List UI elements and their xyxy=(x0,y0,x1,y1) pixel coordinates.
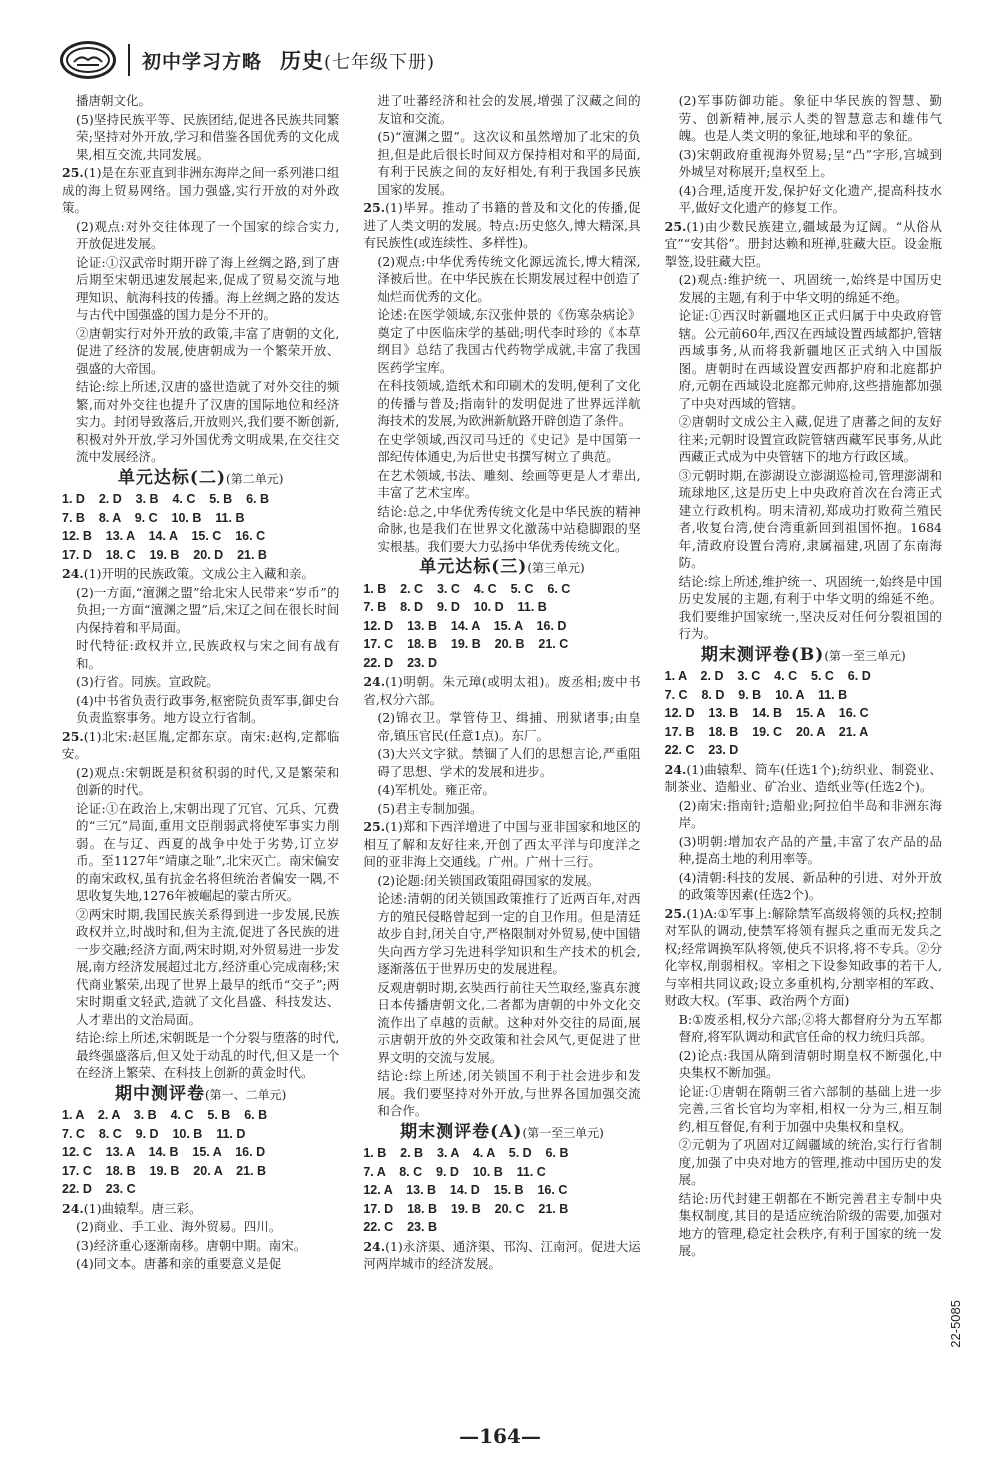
answer-text: (4)清朝:科技的发展、新品种的引进、对外开放的政策等因素(任选2个)。 xyxy=(678,869,942,902)
question-number: 24. xyxy=(62,1200,84,1216)
answer-paragraph xyxy=(363,467,640,502)
answer-key-row: 12. B 13. A 14. A 15. C 16. C xyxy=(62,529,266,543)
answer-paragraph xyxy=(665,467,942,572)
answer-paragraph xyxy=(363,199,640,252)
answer-text: ②唐朝实行对外开放的政策,丰富了唐朝的文化,促进了经济的发展,使唐朝成为一个繁荣开放、强盛的大帝国。 xyxy=(76,325,340,376)
answer-text: 结论:总之,中华优秀传统文化是中华民族的精神命脉,也是我们在世界文化激荡中站稳脚跟的坚实根基。我们要大力弘扬中华优秀传统文化。 xyxy=(377,503,641,554)
answer-paragraph xyxy=(62,1255,339,1273)
answer-text: (2)论题:闭关锁国政策阻碍国家的发展。 xyxy=(377,872,600,888)
answer-paragraph xyxy=(62,254,339,324)
answer-text: (4)军机处。雍正帝。 xyxy=(377,782,496,797)
answer-paragraph xyxy=(665,1011,942,1046)
answer-key-row: 12. D 13. B 14. B 15. A 16. C xyxy=(664,706,869,720)
answer-text: (2)锦衣卫。掌管侍卫、缉捕、刑狱诸事;由皇帝,镇压官民(任意1点)。东厂。 xyxy=(377,710,641,743)
answer-text: (1)曲辕犁、筒车(任选1个);纺织业、制瓷业、制茶业、造船业、矿冶业、造纸业等(任选2个)。 xyxy=(664,761,942,794)
answer-text: (2)观点:维护统一、巩固统一,始终是中国历史发展的主题,有利于中华文明的绵延不绝。 xyxy=(678,272,942,305)
answer-text: 反观唐朝时期,玄奘西行前往天竺取经,鉴真东渡日本传播唐朝文化,二者都为唐朝的中外文化交流作出了卓越的贡献。这种对外交往的局面,展示唐朝开放的外交政策和社会风气,更促进了世界文明的交流与发展。 xyxy=(377,979,641,1065)
answer-text: (2)观点:中华优秀传统文化源远流长,博大精深,泽被后世。在中华民族在长期发展过程中创造了灿烂而优秀的文化。 xyxy=(377,253,641,304)
answer-key-row: 7. A 8. C 9. D 10. B 11. C xyxy=(363,1164,546,1179)
answer-paragraph xyxy=(665,271,942,306)
book-seal-icon xyxy=(60,41,116,79)
answer-paragraph xyxy=(62,728,339,763)
question-number: 24. xyxy=(62,566,84,581)
section-heading xyxy=(62,467,339,489)
answer-key-row: 17. B 18. B 19. C 20. A 21. A xyxy=(664,724,869,739)
answer-text: (4)中书省负责行政事务,枢密院负责军事,御史台负责监察事务。地方设立行省制。 xyxy=(76,692,340,725)
answer-text: (5)“澶渊之盟”。这次议和虽然增加了北宋的负担,但是此后很长时间双方保持相对和平的局面,有利于民族之间的友好相处,有利于我国多民族国家的发展。 xyxy=(377,129,641,197)
answer-paragraph xyxy=(665,307,942,412)
answer-paragraph xyxy=(665,92,942,145)
answer-text: (1)毕昇。推动了书籍的普及和文化的传播,促进了人类文明的发展。特点:历史悠久,博大精深,具有民族性(或连续性、多样性)。 xyxy=(363,200,641,250)
answer-paragraph xyxy=(363,377,640,430)
answer-text: 结论:综上所述,维护统一、巩固统一,始终是中国历史发展的主题,有利于中华文明的绵延不绝。我们要维护国家统一,坚决反对任何分裂祖国的行为。 xyxy=(678,573,942,641)
answer-key-row: 17. C 18. B 19. B 20. B 21. C xyxy=(363,637,569,651)
answer-paragraph xyxy=(363,673,640,708)
answer-paragraph xyxy=(62,673,339,691)
section-title: 期中测评卷 xyxy=(114,1083,205,1104)
column-left xyxy=(62,92,339,1412)
answer-text: 结论:历代封建王朝都在不断完善君主专制中央集权制度,其目的是适应统治阶级的需要,加强对地方的管理,稳定社会秩序,有利于国家的统一发展。 xyxy=(678,1190,942,1258)
book-title xyxy=(142,45,435,75)
answer-key-row: 22. C 23. D xyxy=(664,743,739,757)
answer-text: (3)宋朝政府重视海外贸易;呈“凸”字形,宫城到外城呈对称展开;皇权至上。 xyxy=(678,146,942,179)
answer-key-row: 7. B 8. D 9. D 10. D 11. B xyxy=(363,600,547,614)
answer-text: (4)同文本。唐蕃和亲的重要意义是促 xyxy=(76,1256,282,1271)
answer-key-row: 12. C 13. A 14. B 15. A 16. D xyxy=(62,1145,266,1159)
answer-paragraph xyxy=(62,218,339,253)
answer-columns xyxy=(62,92,942,1412)
page-number: —164— xyxy=(459,1424,541,1448)
answer-text: ②唐朝时文成公主入藏,促进了唐蕃之间的友好往来;元朝时设置宣政院管辖西藏军民事务,从此西藏正式成为中央管辖下的地方行政区域。 xyxy=(678,414,942,464)
answer-paragraph xyxy=(62,1200,339,1218)
answer-paragraph xyxy=(363,92,640,127)
answer-key-row: 7. C 8. C 9. D 10. B 11. D xyxy=(62,1126,246,1141)
answer-text: 播唐朝文化。 xyxy=(76,93,152,108)
answer-text: B:①废丞相,权分六部;②将大都督府分为五军都督府,将军队调动和武官任命的权力统归兵部。 xyxy=(678,1011,942,1044)
answer-paragraph xyxy=(62,584,339,637)
answer-paragraph xyxy=(62,1237,339,1255)
answer-key-row: 1. D 2. D 3. B 4. C 5. B 6. B xyxy=(62,492,270,506)
answer-text: (1)北宋:赵匡胤,定都东京。南宋:赵构,定都临安。 xyxy=(62,728,340,761)
answer-key-row: 12. A 13. B 14. D 15. B 16. C xyxy=(363,1183,568,1197)
answer-text: (1)由少数民族建立,疆域最为辽阔。“从俗从宜”“安其俗”。册封达赖和班禅,驻藏大臣。设金瓶掣签,设驻藏大臣。 xyxy=(664,218,942,269)
answer-text: (1)曲辕犁。唐三彩。 xyxy=(83,1200,202,1216)
answer-paragraph xyxy=(62,637,339,672)
answer-text: (1)A:①军事上:解除禁军高级将领的兵权;控制对军队的调动,使禁军将领有握兵之重而无发兵之权;经常调换军队将领,使兵不识将,将不专兵。②分化宰权,削弱相权。宰相之下设参知政事的若干人,与宰相共同议政;设立多重机构,分割宰相的军政、财政大权。(军事、政治两个方面) xyxy=(664,905,942,1008)
answer-paragraph xyxy=(363,800,640,818)
answer-paragraph xyxy=(665,146,942,181)
section-title: 单元达标(二) xyxy=(117,467,227,488)
answer-text: ②元朝为了巩固对辽阔疆域的统治,实行行省制度,加强了中央对地方的管理,推动中国历史的发展。 xyxy=(678,1137,942,1187)
answer-paragraph xyxy=(665,218,942,271)
answer-key-row: 1. B 2. B 3. A 4. A 5. D 6. B xyxy=(363,1146,569,1160)
column-right xyxy=(665,92,942,1412)
question-number: 24. xyxy=(363,1238,386,1254)
answer-text: (5)坚持民族平等、民族团结,促进各民族共同繁荣;坚持对外开放,学习和借鉴各国优秀的文化成果,相互交流,共同发展。 xyxy=(76,111,340,162)
answer-text: (1)永济渠、通济渠、邗沟、江南河。促进大运河两岸城市的经济发展。 xyxy=(363,1238,641,1271)
answer-paragraph xyxy=(665,833,942,868)
answer-paragraph xyxy=(363,306,640,376)
answer-text: (2)一方面,“澶渊之盟”给北宋人民带来“岁币”的负担;一方面“澶渊之盟”后,宋辽之间在很长时间内保持着和平局面。 xyxy=(76,584,340,635)
answer-key-row: 22. C 23. B xyxy=(363,1220,437,1234)
answer-paragraph xyxy=(62,565,339,583)
answer-paragraph xyxy=(363,781,640,799)
section-heading xyxy=(665,644,942,666)
answer-key-row: 22. D 23. D xyxy=(363,655,437,670)
answer-paragraph xyxy=(363,745,640,780)
answer-paragraph xyxy=(363,979,640,1067)
answer-text: 论证:①西汉时新疆地区正式归属于中央政府管辖。公元前60年,西汉在西域设置西域都护,管辖西域事务,从而将我新疆地区正式纳入中国版图。唐朝时在西域设置安西都护府和北庭都护府,元朝在西域设北庭都元帅府,这些措施都加强了中央对西域的管辖。 xyxy=(678,308,942,411)
open-book-icon xyxy=(65,46,111,74)
answer-paragraph xyxy=(363,709,640,744)
series-name: 初中学习方略 xyxy=(142,51,263,73)
question-number: 25. xyxy=(363,200,386,215)
subject-name: 历史 xyxy=(280,48,325,73)
page-header xyxy=(60,38,960,82)
answer-paragraph xyxy=(665,905,942,1010)
answer-text: (2)观点:宋朝既是积贫积弱的时代,又是繁荣和创新的时代。 xyxy=(76,764,340,797)
answer-paragraph xyxy=(62,800,339,905)
answer-text: 论述:在医学领域,东汉张仲景的《伤寒杂病论》奠定了中医临床学的基础;明代李时珍的《本草纲目》总结了我国古代药物学成就,丰富了我国医药学宝库。 xyxy=(377,307,641,375)
answer-text: 论证:①唐朝在隋朝三省六部制的基础上进一步完善,三省长官均为宰相,相权一分为三,相互制约,相互督促,有利于加强中央集权和皇权。 xyxy=(678,1083,942,1134)
answer-text: (2)观点:对外交往体现了一个国家的综合实力,开放促进发展。 xyxy=(76,218,340,251)
question-number: 25. xyxy=(363,819,386,834)
side-code: 22-5085 xyxy=(948,1300,963,1348)
answer-text: 论述:清朝的闭关锁国政策推行了近两百年,对西方的殖民侵略曾起到一定的自卫作用。但是清廷故步自封,闭关自守,严格限制对外贸易,使中国错失向西方学习先进科学知识和生产技术的机会,逐渐落伍于世界历史的发展进程。 xyxy=(377,891,641,976)
answer-paragraph xyxy=(363,1067,640,1120)
answer-paragraph xyxy=(363,128,640,198)
answer-text: (4)合理,适度开发,保护好文化遗产,提高科技水平,做好文化遗产的修复工作。 xyxy=(678,182,942,215)
answer-paragraph xyxy=(62,378,339,466)
question-number: 25. xyxy=(62,728,84,744)
answer-key-row: 17. D 18. B 19. B 20. C 21. B xyxy=(363,1201,569,1216)
answer-paragraph xyxy=(665,761,942,796)
answer-paragraph xyxy=(665,869,942,904)
answer-paragraph xyxy=(665,413,942,466)
answer-paragraph xyxy=(363,1238,640,1273)
answer-text: (2)商业、手工业、海外贸易。四川。 xyxy=(76,1219,282,1234)
section-scope: (第二单元) xyxy=(226,471,284,486)
answer-key-row: 17. C 18. B 19. B 20. A 21. B xyxy=(62,1163,267,1178)
answer-key-row: 12. D 13. B 14. A 15. A 16. D xyxy=(363,618,567,633)
question-number: 25. xyxy=(664,905,687,921)
answer-paragraph xyxy=(62,906,339,1029)
answer-text: (2)南宋:指南针;造船业;阿拉伯半岛和非洲东海岸。 xyxy=(678,797,942,830)
answer-paragraph xyxy=(363,431,640,466)
answer-text: ③元朝时期,在澎湖设立澎湖巡检司,管理澎湖和琉球地区,这是历史上中央政府首次在台湾正式建立行政机构。明末清初,郑成功打败荷兰殖民者,收复台湾,使台湾重新回到祖国怀抱。1684年,清政府设置台湾府,隶属福建,巩固了东南海防。 xyxy=(678,467,942,570)
answer-text: (3)明朝:增加农产品的产量,丰富了农产品的品种,提高土地的利用率等。 xyxy=(678,833,942,866)
answer-text: (1)开明的民族政策。文成公主入藏和亲。 xyxy=(83,566,314,581)
answer-text: 在科技领域,造纸术和印刷术的发明,便利了文化的传播与普及;指南针的发明促进了世界远洋航海技术的发展,为欧洲新航路开辟创造了条件。 xyxy=(377,378,641,428)
question-number: 24. xyxy=(363,674,386,689)
answer-text: 结论:综上所述,宋朝既是一个分裂与堕落的时代,最终强盛落后,但又处于动乱的时代,但又是一个在经济上繁荣、在科技上创新的黄金时代。 xyxy=(76,1030,340,1080)
section-scope: (第一至三单元) xyxy=(824,648,906,663)
section-scope: (第一至三单元) xyxy=(522,1125,604,1140)
answer-text: 时代特征:政权并立,民族政权与宋之间有战有和。 xyxy=(76,638,340,671)
section-scope: (第一、二单元) xyxy=(204,1087,287,1102)
section-title: 期末测评卷(B) xyxy=(700,644,825,665)
section-scope: (第三单元) xyxy=(527,561,585,575)
answer-text: (3)经济重心逐渐南移。唐朝中期。南宋。 xyxy=(76,1237,307,1253)
answer-key-row: 7. B 8. A 9. C 10. B 11. B xyxy=(62,510,245,525)
answer-paragraph xyxy=(62,111,339,164)
answer-text: (5)君主专制加强。 xyxy=(377,800,483,816)
answer-paragraph xyxy=(665,1190,942,1260)
answer-text: 结论:综上所述,闭关锁国不利于社会进步和发展。我们要坚持对外开放,与世界各国加强交流和合作。 xyxy=(377,1068,641,1118)
answer-paragraph xyxy=(62,92,339,110)
answer-paragraph xyxy=(665,1047,942,1082)
answer-key-row: 7. C 8. D 9. B 10. A 11. B xyxy=(664,687,848,702)
answer-paragraph xyxy=(665,573,942,643)
grade-label: (七年级下册) xyxy=(324,52,436,73)
answer-paragraph xyxy=(665,1083,942,1136)
answer-key-row: 1. A 2. D 3. C 4. C 5. C 6. D xyxy=(664,669,871,683)
answer-paragraph xyxy=(665,182,942,217)
answer-paragraph xyxy=(62,1218,339,1236)
section-heading xyxy=(62,1083,339,1105)
question-number: 24. xyxy=(664,761,687,777)
answer-text: ②两宋时期,我国民族关系得到进一步发展,民族政权并立,时战时和,但为主流,促进了各民族的进一步交融;经济方面,两宋时期,对外贸易进一步发展,南方经济发展超过北方,经济重心完成南移;宋代商业繁荣,出现了世界上最早的纸币“交子”;两宋时期重文轻武,造就了文化昌盛、科技发达、人才辈出的文治局面。 xyxy=(76,906,340,1027)
answer-paragraph xyxy=(665,1136,942,1189)
answer-text: (3)大兴文字狱。禁锢了人们的思想言论,严重阻碍了思想、学术的发展和进步。 xyxy=(377,746,641,779)
answer-text: (1)明朝。朱元璋(或明太祖)。废丞相;废中书省,权分六部。 xyxy=(363,674,641,707)
answer-text: (1)郑和下西洋增进了中国与亚非国家和地区的相互了解和友好往来,开创了西太平洋与印度洋之间的亚非海上交通线。广州。广州十三行。 xyxy=(363,819,641,869)
answer-paragraph xyxy=(363,890,640,978)
answer-text: (1)是在东亚直到非洲东海岸之间一系列港口组成的海上贸易网络。国力强盛,实行开放的对外政策。 xyxy=(62,165,340,215)
answer-paragraph xyxy=(62,164,339,217)
answer-key-row: 17. D 18. C 19. B 20. D 21. B xyxy=(62,547,267,562)
answer-text: (3)行省。同族。宣政院。 xyxy=(76,674,219,689)
question-number: 25. xyxy=(664,218,687,234)
answer-paragraph xyxy=(363,818,640,871)
answer-paragraph xyxy=(363,872,640,890)
answer-key-row: 22. D 23. C xyxy=(62,1182,136,1196)
answer-text: 结论:综上所述,汉唐的盛世造就了对外交往的频繁,而对外交往也提升了汉唐的国际地位和经济实力。封闭导致落后,开放则兴,我们要不断创新,积极对外开放,学习外国优秀文明成果,在交往交流中发展经济。 xyxy=(76,379,340,464)
question-number: 25. xyxy=(62,165,84,180)
answer-text: (2)论点:我国从隋到清朝时期皇权不断强化,中央集权不断加强。 xyxy=(678,1047,942,1080)
answer-paragraph xyxy=(62,1029,339,1082)
answer-paragraph xyxy=(62,692,339,727)
answer-paragraph xyxy=(62,325,339,378)
header-divider xyxy=(128,44,130,76)
section-title: 期末测评卷(A) xyxy=(400,1121,523,1142)
section-heading xyxy=(363,1121,640,1143)
section-heading xyxy=(363,559,640,578)
answer-text: 论证:①汉武帝时期开辟了海上丝绸之路,到了唐后期至宋朝迅速发展起来,促成了贸易交流与地理知识、航海科技的传播。海上丝绸之路的发达与古代中国强盛的国力是分不开的。 xyxy=(76,254,340,322)
answer-key-row: 1. A 2. A 3. B 4. C 5. B 6. B xyxy=(62,1108,268,1122)
answer-key-row: 1. B 2. C 3. C 4. C 5. C 6. C xyxy=(363,581,571,596)
answer-text: 在艺术领域,书法、雕刻、绘画等更是人才辈出,丰富了艺术宝库。 xyxy=(377,467,641,500)
answer-text: 在史学领域,西汉司马迁的《史记》是中国第一部纪传体通史,为后世史书撰写树立了典范。 xyxy=(377,431,641,464)
column-middle xyxy=(363,92,640,1412)
answer-paragraph xyxy=(665,797,942,832)
answer-paragraph xyxy=(363,253,640,306)
answer-text: 进了吐蕃经济和社会的发展,增强了汉藏之间的友谊和交流。 xyxy=(377,93,641,126)
answer-text: 论证:①在政治上,宋朝出现了冗官、冗兵、冗费的“三冗”局面,重用文臣削弱武将使军事实力削弱。在与辽、西夏的战争中处于劣势,订立岁币。至1127年“靖康之耻”,北宋灭亡。南宋偏安的南宋政权,虽有抗金名将但统治者偏安一隅,不思收复失地,1276年被崛起的蒙古所灭。 xyxy=(76,800,340,903)
answer-paragraph xyxy=(62,764,339,799)
answer-text: (2)军事防御功能。象征中华民族的智慧、勤劳、创新精神,展示人类的智慧意志和雄伟气魄。也是人类文明的象征,地球和平的象征。 xyxy=(678,93,942,143)
section-title: 单元达标(三) xyxy=(419,557,528,577)
answer-paragraph xyxy=(363,503,640,556)
